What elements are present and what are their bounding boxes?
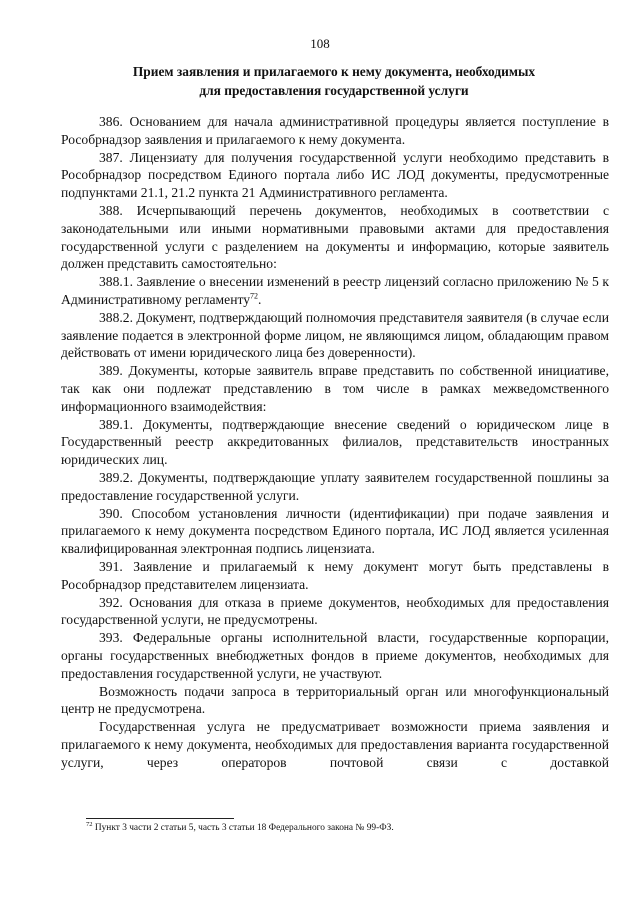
footnote-text: Пункт 3 части 2 статьи 5, часть 3 статьи 18 Федерального закона № 99-ФЗ.	[94, 823, 394, 833]
paragraph-postal-delivery: Государственная услуга не предусматривает возможности приема заявления и прилагаемого к нему документа, необходимых для предоставления варианта государственной услуги, через операторов почтовой связи с доставкой	[61, 719, 609, 770]
paragraph-388-1	[61, 273, 609, 309]
paragraph-389: 389. Документы, которые заявитель вправе представить по собственной инициативе, так как они подлежат представлению в том числе в рамках межведомственного информационного взаимодействия:	[61, 363, 609, 414]
paragraph-388-1-text: 388.1. Заявление о внесении изменений в реестр лицензий согласно приложению № 5 к Административному регламенту	[61, 274, 609, 307]
paragraph-390: 390. Способом установления личности (идентификации) при подаче заявления и прилагаемого к нему документа посредством Единого портала, ИС ЛОД является усиленная квалифицированная электронная подпись лицензиата.	[61, 505, 609, 557]
section-heading	[60, 62, 608, 100]
paragraph-388-2: 388.2. Документ, подтверждающий полномочия представителя заявителя (в случае если заявление подается в электронной форме лицом, не являющимся лицом, обладающим правом действовать от имени юридического лица без доверенности).	[61, 309, 609, 361]
footnote	[86, 822, 606, 834]
paragraph-389-1: 389.1. Документы, подтверждающие внесение сведений о юридическом лице в Государственный реестр аккредитованных филиалов, представительств иностранных юридических лиц.	[61, 416, 609, 468]
heading-line-1: Прием заявления и прилагаемого к нему документа, необходимых	[132, 64, 536, 79]
footnote-divider	[86, 818, 234, 819]
paragraph-request-submission: Возможность подачи запроса в территориальный орган или многофункциональный центр не предусмотрена.	[61, 683, 609, 717]
footnote-mark: 72	[86, 820, 93, 828]
paragraph-386: 386. Основанием для начала административной процедуры является поступление в Рособрнадзор заявления и прилагаемого к нему документа.	[61, 114, 609, 147]
page-number: 108	[310, 36, 330, 51]
paragraph-391: 391. Заявление и прилагаемый к нему документ могут быть представлены в Рособрнадзор представителем лицензиата.	[61, 558, 609, 592]
footnote-reference: 72	[250, 291, 259, 301]
paragraph-388-1-suffix: .	[258, 291, 262, 307]
paragraph-387: 387. Лицензиату для получения государственной услуги необходимо представить в Рособрнадзор посредством Единого портала либо ИС ЛОД документы, предусмотренные подпунктами 21.1, 21.2 пункта 21 Административного регламента.	[61, 149, 609, 201]
paragraph-389-2: 389.2. Документы, подтверждающие уплату заявителем государственной пошлины за предоставление государственной услуги.	[61, 469, 609, 503]
heading-line-2: для предоставления государственной услуги	[199, 83, 469, 98]
paragraph-392: 392. Основания для отказа в приеме документов, необходимых для предоставления государственной услуги, не предусмотрены.	[61, 594, 609, 628]
paragraph-388: 388. Исчерпывающий перечень документов, необходимых в соответствии с законодательными или иными нормативными правовыми актами для предоставления государственной услуги с разделением на документы и информацию, которые заявитель должен представить самостоятельно:	[61, 202, 609, 272]
document-body	[61, 113, 609, 771]
paragraph-393: 393. Федеральные органы исполнительной власти, государственные корпорации, органы государственных внебюджетных фондов в приеме документов, необходимых для предоставления государственной услуги, не участвуют.	[61, 630, 609, 681]
